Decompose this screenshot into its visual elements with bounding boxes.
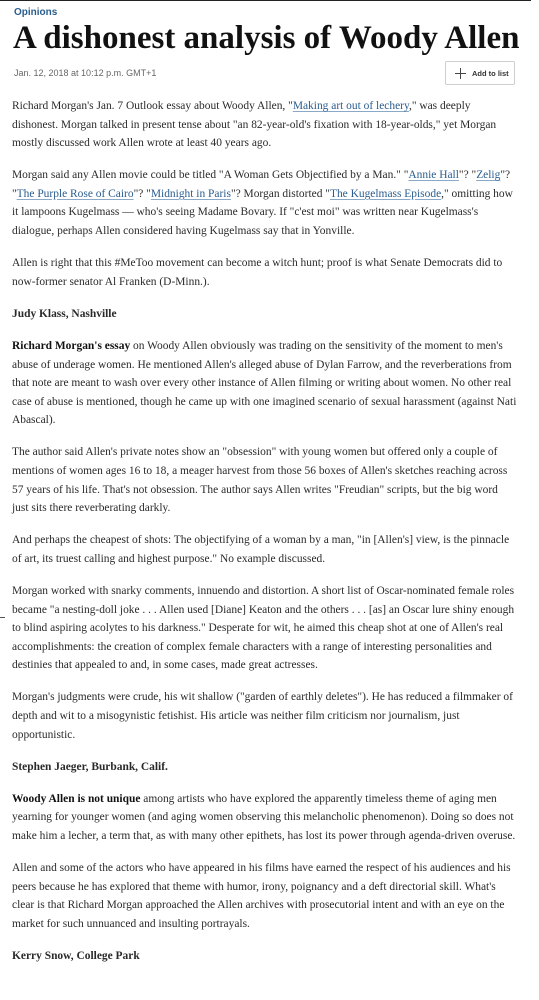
lead-in-bold: Woody Allen is not unique bbox=[12, 792, 141, 805]
margin-marker bbox=[0, 617, 5, 618]
paragraph-3: Allen is right that this #MeToo movement can become a witch hunt; proof is what Senate Democrats did to now-former senator Al Franken (D-Minn.). bbox=[12, 257, 503, 288]
text-run: "? Morgan distorted " bbox=[230, 187, 330, 200]
link-annie-hall[interactable]: Annie Hall bbox=[408, 169, 459, 182]
letter-signature-1: Judy Klass, Nashville bbox=[12, 307, 117, 320]
text-run: Richard Morgan's Jan. 7 Outlook essay about Woody Allen, " bbox=[12, 100, 293, 112]
text-run: among artists who have explored the apparently timeless theme of aging men yearning for younger women (and aging women observing this melancholic phenomenon). Doing so does not make him a lecher, a term that, as with many other epithets, has lost its power through agenda-driven overuse. bbox=[12, 792, 516, 842]
text-run: "? " bbox=[458, 169, 477, 182]
link-zelig[interactable]: Zelig bbox=[476, 169, 501, 182]
link-midnight-in-paris[interactable]: Midnight in Paris bbox=[150, 187, 231, 200]
text-run: "? " bbox=[12, 169, 511, 200]
text-run: on Woody Allen obviously was trading on the sensitivity of the moment to men's abuse of underage women. He mentioned Allen's alleged abuse of Dylan Farrow, and the reverberations from that note are meant to wash over every other instance of Allen filming or writing about women. No other real case of abuse is mentioned, though he came up with one imagined scenario of sexual harassment (against Nati Abascal). bbox=[12, 339, 517, 427]
text-run: ," was deeply dishonest. Morgan talked in present tense about "an 82-year-old's fixation with 18-year-olds," yet Morgan mostly discussed work Allen wrote at least 40 years ago. bbox=[12, 100, 497, 150]
paragraph-8: Morgan's judgments were crude, his wit shallow ("garden of earthly deletes"). He has reduced a filmmaker of depth and wit to a misogynistic fetishist. His article was neither film criticism nor journalism, just opportunistic. bbox=[12, 691, 513, 741]
paragraph-5: The author said Allen's private notes show an "obsession" with young women but offered only a couple of mentions of women ages 16 to 18, a meager harvest from those 56 boxes of Allen's sketches reaching across 57 years of his life. That's not obsession. The author says Allen writes "Freudian" scripts, but the big word just sits there reverberating darkly. bbox=[12, 446, 508, 515]
link-making-art-out-of-lechery[interactable]: Making art out of lechery bbox=[292, 100, 409, 112]
section-kicker-link[interactable]: Opinions bbox=[14, 7, 58, 18]
top-rule bbox=[0, 0, 531, 1]
link-kugelmass-episode[interactable]: The Kugelmass Episode bbox=[329, 187, 442, 200]
article-headline: A dishonest analysis of Woody Allen bbox=[13, 20, 520, 56]
letter-signature-2: Stephen Jaeger, Burbank, Calif. bbox=[12, 760, 168, 773]
link-purple-rose-of-cairo[interactable]: The Purple Rose of Cairo bbox=[16, 187, 134, 200]
lead-in-bold: Richard Morgan's essay bbox=[12, 339, 131, 352]
text-run: Morgan said any Allen movie could be titled "A Woman Gets Objectified by a Man." " bbox=[12, 169, 409, 182]
paragraph-10: Allen and some of the actors who have appeared in his films have earned the respect of his audiences and his peers because he has explored that theme with humor, irony, poignancy and a deft directorial skill. What's clear is that Richard Morgan approached the Allen archives with prosecutorial intent and with an eye on the market for such unnuanced and insulting portrayals. bbox=[12, 862, 511, 930]
article-body bbox=[12, 97, 517, 979]
text-run: ," omitting how it lampoons Kugelmass — who's seeing Madame Bovary. If "c'est moi" was written near Kugelmass's dialogue, perhaps Allen considered having Kugelmass say that in Yonville. bbox=[12, 187, 513, 238]
paragraph-2 bbox=[12, 166, 517, 240]
paragraph-9 bbox=[12, 790, 517, 846]
add-to-list-label: Add to list bbox=[472, 68, 509, 78]
paragraph-7: Morgan worked with snarky comments, innuendo and distortion. A short list of Oscar-nominated female roles became "a nesting-doll joke . . . Allen used [Diane] Keaton and the others . . . [as] an Oscar lure shiny enough to blind aspiring acolytes to his darkness." Desperate for wit, he aimed this cheap shot at one of Allen's real accomplishments: the creation of complex female characters with a range of interesting personalities and destinies that appealed to and, in some cases, made great actresses. bbox=[12, 584, 515, 672]
article-dateline: Jan. 12, 2018 at 10:12 p.m. GMT+1 bbox=[14, 68, 157, 78]
paragraph-4 bbox=[12, 337, 517, 430]
letter-signature-3: Kerry Snow, College Park bbox=[12, 949, 140, 962]
add-to-list-button[interactable] bbox=[445, 61, 515, 85]
plus-icon bbox=[455, 68, 466, 79]
text-run: "? " bbox=[133, 187, 151, 200]
paragraph-1 bbox=[12, 97, 517, 153]
paragraph-6: And perhaps the cheapest of shots: The objectifying of a woman by a man, "in [Allen's] view, is the pinnacle of art, its truest calling and highest purpose." No example discussed. bbox=[12, 534, 510, 565]
